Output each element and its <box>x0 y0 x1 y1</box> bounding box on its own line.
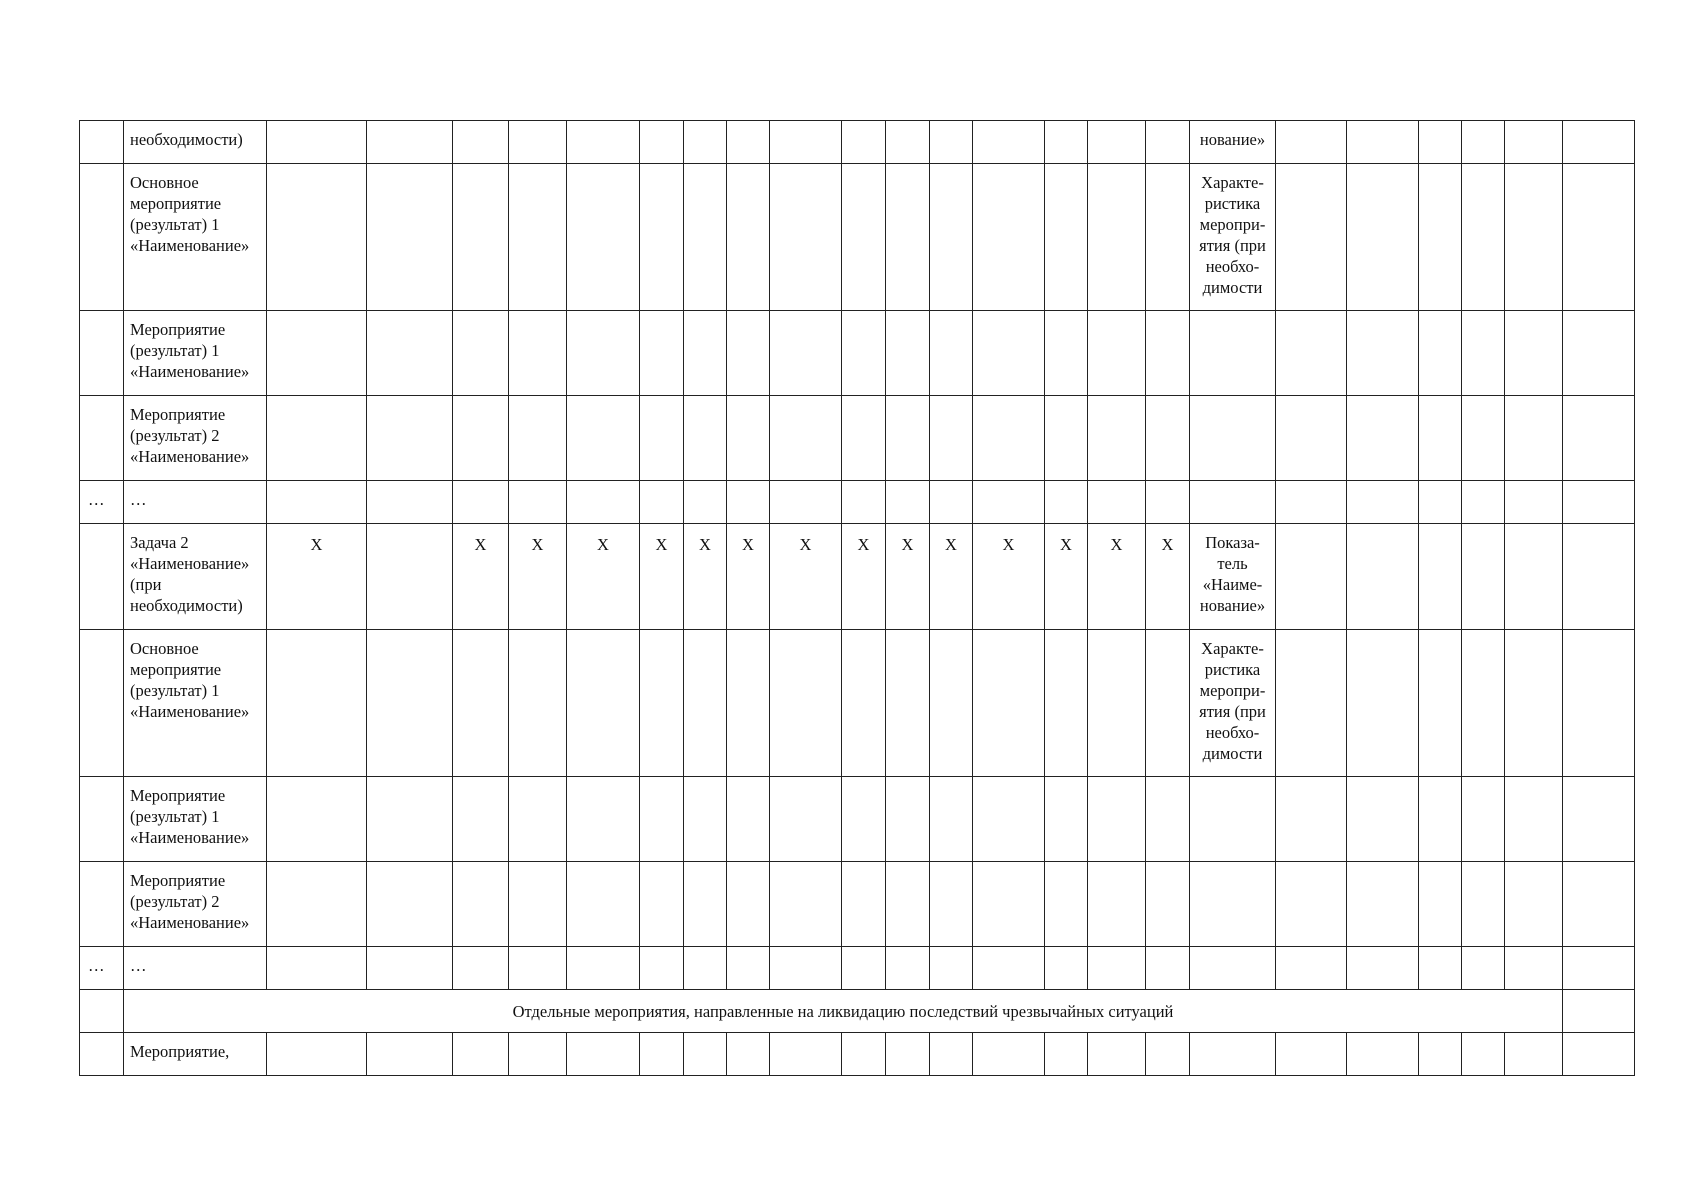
value-cell <box>1045 121 1088 164</box>
indicator-cell <box>1190 1033 1276 1076</box>
activity-name-cell: Задача 2 «Наименование» (при необходимости) <box>124 524 267 630</box>
value-cell <box>1505 947 1563 990</box>
value-cell <box>640 777 684 862</box>
value-cell <box>1505 311 1563 396</box>
value-cell <box>1563 164 1635 311</box>
value-cell <box>1419 630 1462 777</box>
value-cell <box>1505 164 1563 311</box>
table-row <box>80 121 1635 164</box>
value-cell <box>1146 862 1190 947</box>
value-cell <box>453 164 509 311</box>
value-cell <box>886 481 930 524</box>
value-cell <box>1045 1033 1088 1076</box>
value-cell <box>640 164 684 311</box>
activity-name-cell: Основное мероприятие (результат) 1 «Наименование» <box>124 630 267 777</box>
value-cell <box>1563 862 1635 947</box>
value-cell <box>267 164 367 311</box>
value-cell <box>842 164 886 311</box>
value-cell <box>1088 630 1146 777</box>
value-cell <box>1146 630 1190 777</box>
value-cell <box>886 777 930 862</box>
value-cell <box>1563 524 1635 630</box>
not-applicable-mark: X <box>930 524 973 630</box>
value-cell <box>1088 777 1146 862</box>
value-cell <box>1563 121 1635 164</box>
value-cell <box>727 862 770 947</box>
value-cell <box>1347 481 1419 524</box>
table-row <box>80 481 1635 524</box>
value-cell <box>1563 311 1635 396</box>
value-cell <box>453 947 509 990</box>
value-cell <box>1563 481 1635 524</box>
value-cell <box>1347 121 1419 164</box>
value-cell <box>367 164 453 311</box>
value-cell <box>886 630 930 777</box>
value-cell <box>727 164 770 311</box>
row-number-cell <box>80 990 124 1033</box>
value-cell <box>1045 630 1088 777</box>
value-cell <box>367 862 453 947</box>
value-cell <box>1462 947 1505 990</box>
table-row <box>80 630 1635 777</box>
indicator-cell: Характе- ристика меропри- ятия (при необхо- димости <box>1190 630 1276 777</box>
activity-name-cell: … <box>124 947 267 990</box>
value-cell <box>1045 777 1088 862</box>
value-cell <box>973 396 1045 481</box>
value-cell <box>684 311 727 396</box>
value-cell <box>1045 396 1088 481</box>
value-cell <box>727 121 770 164</box>
value-cell <box>842 396 886 481</box>
value-cell <box>1505 396 1563 481</box>
value-cell <box>1276 481 1347 524</box>
value-cell <box>453 311 509 396</box>
value-cell <box>886 121 930 164</box>
row-number-cell <box>80 311 124 396</box>
value-cell <box>1088 121 1146 164</box>
value-cell <box>1419 164 1462 311</box>
value-cell <box>640 396 684 481</box>
value-cell <box>973 777 1045 862</box>
value-cell <box>509 396 567 481</box>
value-cell <box>640 1033 684 1076</box>
value-cell <box>567 947 640 990</box>
value-cell <box>1146 396 1190 481</box>
value-cell <box>1146 164 1190 311</box>
value-cell <box>1088 164 1146 311</box>
value-cell <box>1419 947 1462 990</box>
row-number-cell: … <box>80 947 124 990</box>
not-applicable-mark: X <box>267 524 367 630</box>
row-number-cell <box>80 862 124 947</box>
indicator-cell <box>1190 396 1276 481</box>
value-cell <box>727 947 770 990</box>
value-cell <box>1505 524 1563 630</box>
value-cell <box>453 862 509 947</box>
activity-name-cell: Мероприятие, <box>124 1033 267 1076</box>
value-cell <box>1347 311 1419 396</box>
value-cell <box>367 311 453 396</box>
row-number-cell <box>80 777 124 862</box>
value-cell <box>1146 1033 1190 1076</box>
value-cell <box>684 1033 727 1076</box>
value-cell <box>770 947 842 990</box>
value-cell <box>267 947 367 990</box>
value-cell <box>973 121 1045 164</box>
program-activities-table <box>79 120 1635 1076</box>
value-cell <box>453 121 509 164</box>
value-cell <box>1505 121 1563 164</box>
value-cell <box>567 481 640 524</box>
value-cell <box>973 311 1045 396</box>
activity-name-cell: Основное мероприятие (результат) 1 «Наименование» <box>124 164 267 311</box>
value-cell <box>367 630 453 777</box>
value-cell <box>453 630 509 777</box>
value-cell <box>727 396 770 481</box>
value-cell <box>930 630 973 777</box>
value-cell <box>1419 481 1462 524</box>
value-cell <box>684 481 727 524</box>
value-cell <box>1146 777 1190 862</box>
value-cell <box>1276 947 1347 990</box>
value-cell <box>684 947 727 990</box>
table-row <box>80 777 1635 862</box>
value-cell <box>567 862 640 947</box>
indicator-cell: нование» <box>1190 121 1276 164</box>
empty-cell <box>1563 990 1635 1033</box>
not-applicable-mark: X <box>640 524 684 630</box>
value-cell <box>267 862 367 947</box>
value-cell <box>567 121 640 164</box>
value-cell <box>1505 862 1563 947</box>
value-cell <box>1462 777 1505 862</box>
value-cell <box>886 947 930 990</box>
value-cell <box>1276 311 1347 396</box>
indicator-cell: Показа- тель «Наиме- нование» <box>1190 524 1276 630</box>
not-applicable-mark: X <box>842 524 886 630</box>
value-cell <box>640 311 684 396</box>
indicator-cell <box>1190 311 1276 396</box>
value-cell <box>1563 1033 1635 1076</box>
value-cell <box>367 1033 453 1076</box>
not-applicable-mark: X <box>509 524 567 630</box>
not-applicable-mark: X <box>973 524 1045 630</box>
not-applicable-mark: X <box>453 524 509 630</box>
value-cell <box>1276 524 1347 630</box>
row-number-cell <box>80 1033 124 1076</box>
value-cell <box>973 164 1045 311</box>
section-row <box>80 990 1635 1033</box>
value-cell <box>567 396 640 481</box>
value-cell <box>567 777 640 862</box>
value-cell <box>727 311 770 396</box>
value-cell <box>1276 777 1347 862</box>
value-cell <box>930 396 973 481</box>
value-cell <box>727 777 770 862</box>
value-cell <box>453 396 509 481</box>
not-applicable-mark: X <box>567 524 640 630</box>
value-cell <box>727 481 770 524</box>
value-cell <box>886 311 930 396</box>
value-cell <box>684 862 727 947</box>
value-cell <box>1088 396 1146 481</box>
value-cell <box>1347 1033 1419 1076</box>
value-cell <box>684 121 727 164</box>
not-applicable-mark: X <box>1146 524 1190 630</box>
value-cell <box>1419 121 1462 164</box>
value-cell <box>1347 862 1419 947</box>
value-cell <box>367 396 453 481</box>
value-cell <box>453 481 509 524</box>
value-cell <box>567 164 640 311</box>
not-applicable-mark: X <box>1045 524 1088 630</box>
value-cell <box>453 1033 509 1076</box>
value-cell <box>1462 862 1505 947</box>
activity-name-cell: Мероприятие (результат) 1 «Наименование» <box>124 777 267 862</box>
value-cell <box>1347 396 1419 481</box>
value-cell <box>509 947 567 990</box>
value-cell <box>930 164 973 311</box>
value-cell <box>770 164 842 311</box>
value-cell <box>640 947 684 990</box>
value-cell <box>842 777 886 862</box>
value-cell <box>1045 164 1088 311</box>
row-number-cell <box>80 121 124 164</box>
value-cell <box>1419 1033 1462 1076</box>
not-applicable-mark: X <box>1088 524 1146 630</box>
value-cell <box>1563 396 1635 481</box>
value-cell <box>1347 524 1419 630</box>
value-cell <box>886 396 930 481</box>
value-cell <box>930 481 973 524</box>
indicator-cell <box>1190 947 1276 990</box>
value-cell <box>640 862 684 947</box>
value-cell <box>1276 862 1347 947</box>
value-cell <box>1419 777 1462 862</box>
value-cell <box>1419 311 1462 396</box>
value-cell <box>930 121 973 164</box>
value-cell <box>770 121 842 164</box>
row-number-cell <box>80 630 124 777</box>
value-cell <box>267 1033 367 1076</box>
value-cell <box>842 630 886 777</box>
value-cell <box>930 1033 973 1076</box>
value-cell <box>267 396 367 481</box>
value-cell <box>684 396 727 481</box>
value-cell <box>267 311 367 396</box>
value-cell <box>267 777 367 862</box>
value-cell <box>509 1033 567 1076</box>
value-cell <box>886 164 930 311</box>
value-cell <box>1462 481 1505 524</box>
activity-name-cell: Мероприятие (результат) 2 «Наименование» <box>124 862 267 947</box>
value-cell <box>1276 121 1347 164</box>
value-cell <box>842 947 886 990</box>
table-row <box>80 524 1635 630</box>
value-cell <box>770 311 842 396</box>
value-cell <box>1505 777 1563 862</box>
value-cell <box>1276 164 1347 311</box>
value-cell <box>1505 481 1563 524</box>
table-row <box>80 396 1635 481</box>
value-cell <box>770 481 842 524</box>
value-cell <box>509 777 567 862</box>
value-cell <box>1563 630 1635 777</box>
value-cell <box>1505 630 1563 777</box>
value-cell <box>367 121 453 164</box>
not-applicable-mark: X <box>727 524 770 630</box>
value-cell <box>684 630 727 777</box>
value-cell <box>973 947 1045 990</box>
value-cell <box>930 862 973 947</box>
not-applicable-mark: X <box>684 524 727 630</box>
value-cell <box>973 481 1045 524</box>
value-cell <box>1462 630 1505 777</box>
value-cell <box>930 777 973 862</box>
value-cell <box>842 311 886 396</box>
value-cell <box>367 524 453 630</box>
value-cell <box>1088 862 1146 947</box>
indicator-cell: Характе- ристика меропри- ятия (при необхо- димости <box>1190 164 1276 311</box>
value-cell <box>684 164 727 311</box>
indicator-cell <box>1190 777 1276 862</box>
value-cell <box>1088 947 1146 990</box>
value-cell <box>509 121 567 164</box>
table-row <box>80 1033 1635 1076</box>
value-cell <box>886 1033 930 1076</box>
value-cell <box>1347 630 1419 777</box>
value-cell <box>842 481 886 524</box>
value-cell <box>1045 862 1088 947</box>
not-applicable-mark: X <box>770 524 842 630</box>
value-cell <box>1146 481 1190 524</box>
value-cell <box>1419 862 1462 947</box>
value-cell <box>727 1033 770 1076</box>
value-cell <box>842 1033 886 1076</box>
value-cell <box>1462 121 1505 164</box>
value-cell <box>973 630 1045 777</box>
value-cell <box>367 947 453 990</box>
value-cell <box>1276 396 1347 481</box>
value-cell <box>1419 396 1462 481</box>
table-row <box>80 164 1635 311</box>
activity-name-cell: Мероприятие (результат) 1 «Наименование» <box>124 311 267 396</box>
value-cell <box>727 630 770 777</box>
value-cell <box>1276 1033 1347 1076</box>
indicator-cell <box>1190 481 1276 524</box>
table-row <box>80 862 1635 947</box>
value-cell <box>453 777 509 862</box>
value-cell <box>1045 311 1088 396</box>
value-cell <box>930 311 973 396</box>
value-cell <box>770 777 842 862</box>
value-cell <box>267 481 367 524</box>
value-cell <box>770 630 842 777</box>
value-cell <box>1276 630 1347 777</box>
value-cell <box>1419 524 1462 630</box>
value-cell <box>1462 164 1505 311</box>
value-cell <box>1563 947 1635 990</box>
table-row <box>80 947 1635 990</box>
value-cell <box>842 862 886 947</box>
activity-name-cell: необходимости) <box>124 121 267 164</box>
value-cell <box>1146 311 1190 396</box>
value-cell <box>1347 164 1419 311</box>
value-cell <box>770 396 842 481</box>
section-heading: Отдельные мероприятия, направленные на ликвидацию последствий чрезвычайных ситуаций <box>124 990 1563 1033</box>
value-cell <box>1146 947 1190 990</box>
value-cell <box>267 121 367 164</box>
value-cell <box>367 777 453 862</box>
value-cell <box>567 311 640 396</box>
value-cell <box>267 630 367 777</box>
value-cell <box>640 630 684 777</box>
value-cell <box>684 777 727 862</box>
value-cell <box>1563 777 1635 862</box>
value-cell <box>1347 947 1419 990</box>
value-cell <box>930 947 973 990</box>
value-cell <box>1462 396 1505 481</box>
value-cell <box>509 481 567 524</box>
row-number-cell <box>80 164 124 311</box>
value-cell <box>770 1033 842 1076</box>
value-cell <box>640 121 684 164</box>
row-number-cell <box>80 524 124 630</box>
value-cell <box>1462 1033 1505 1076</box>
value-cell <box>1347 777 1419 862</box>
value-cell <box>973 1033 1045 1076</box>
row-number-cell <box>80 396 124 481</box>
value-cell <box>973 862 1045 947</box>
value-cell <box>567 1033 640 1076</box>
value-cell <box>1088 481 1146 524</box>
value-cell <box>1462 311 1505 396</box>
not-applicable-mark: X <box>886 524 930 630</box>
activity-name-cell: Мероприятие (результат) 2 «Наименование» <box>124 396 267 481</box>
value-cell <box>1045 481 1088 524</box>
row-number-cell: … <box>80 481 124 524</box>
value-cell <box>509 164 567 311</box>
value-cell <box>567 630 640 777</box>
value-cell <box>640 481 684 524</box>
value-cell <box>886 862 930 947</box>
table-row <box>80 311 1635 396</box>
indicator-cell <box>1190 862 1276 947</box>
value-cell <box>1088 311 1146 396</box>
value-cell <box>770 862 842 947</box>
activity-name-cell: … <box>124 481 267 524</box>
value-cell <box>509 862 567 947</box>
value-cell <box>1088 1033 1146 1076</box>
value-cell <box>509 630 567 777</box>
value-cell <box>509 311 567 396</box>
value-cell <box>1462 524 1505 630</box>
value-cell <box>367 481 453 524</box>
value-cell <box>1146 121 1190 164</box>
value-cell <box>1505 1033 1563 1076</box>
value-cell <box>842 121 886 164</box>
value-cell <box>1045 947 1088 990</box>
